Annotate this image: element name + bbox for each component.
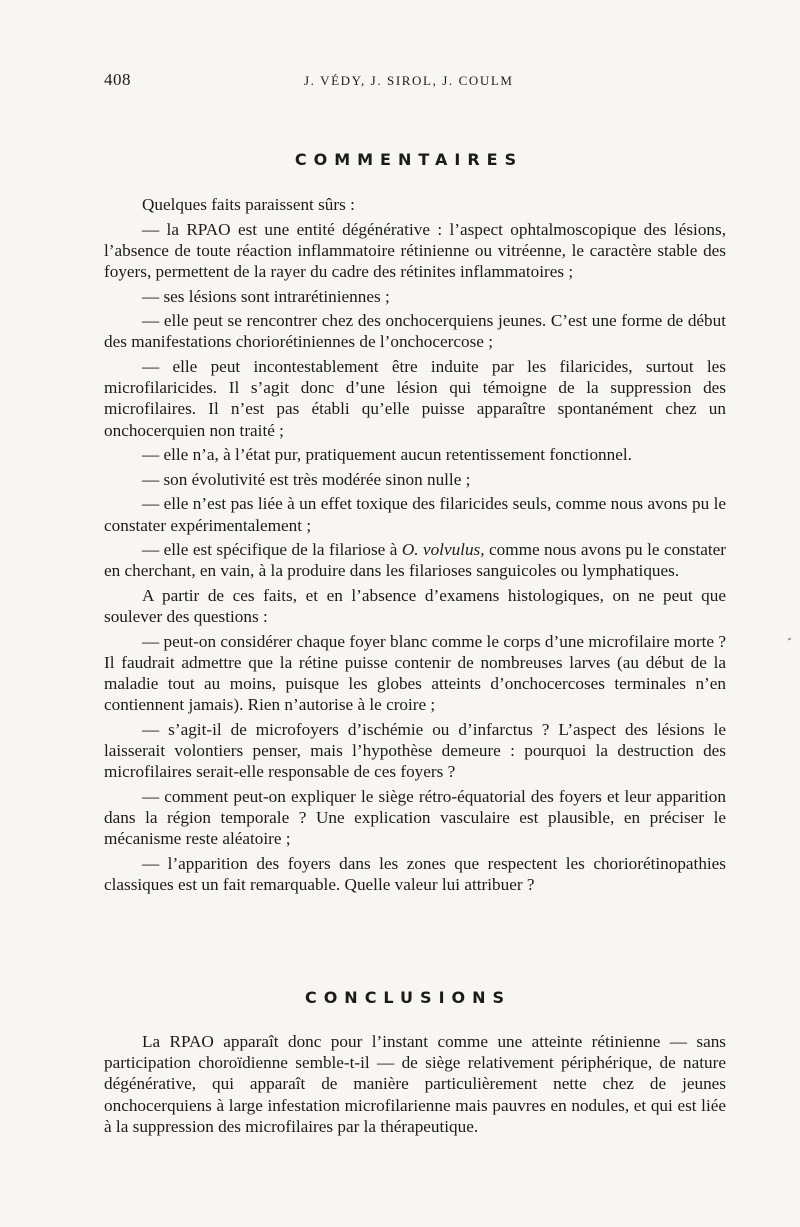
body-paragraph: — elle n’a, à l’état pur, pratiquement aucun retentissement fonctionnel. <box>142 445 632 465</box>
specificity-text-before: — elle est spécifique de la filariose à <box>142 540 402 560</box>
body-paragraph: — peut-on considérer chaque foyer blanc comme le corps d’une microfilaire morte ? Il faudrait admettre que la rétine puisse contenir de nombreuses larves (au début de la maladie tout au moins, puisque les globes atteints d’onchocercoses terminales n’en contiennent jamais). Rien n’autorise à le croire ; <box>104 631 726 715</box>
commentaires-body <box>104 194 726 899</box>
section-heading-commentaires: COMMENTAIRES <box>294 150 524 169</box>
body-paragraph: Quelques faits paraissent sûrs : <box>142 195 355 214</box>
body-paragraph: — elle n’est pas liée à un effet toxique des filaricides seuls, comme nous avons pu le constater expérimentalement ; <box>104 494 726 535</box>
page-number: 408 <box>104 70 131 89</box>
body-paragraph: La RPAO apparaît donc pour l’instant comme une atteinte rétinienne — sans participation choroïdienne semble-t-il — de siège relativement périphérique, de nature dégénérative, qui apparaît de manière particulièrement nette chez de jeunes onchocerquiens à large infestation microfilarienne mais pauvres en nodules, et qui est liée à la suppression des microfilaires par la thérapeutique. <box>104 1032 726 1136</box>
body-paragraph: — s’agit-il de microfoyers d’ischémie ou d’infarctus ? L’aspect des lésions le laisserait volontiers penser, mais l’hypothèse demeure : pourquoi la destruction des microfilaires serait-elle responsable de ces foyers ? <box>104 719 726 782</box>
running-head-authors: J. VÉDY, J. SIROL, J. COULM <box>304 73 514 88</box>
specificity-text-after: comme nous avons pu le constater en cherchant, en vain, à la produire dans les filarioses sanguicoles ou lymphatiques. <box>104 540 726 581</box>
body-paragraph: — elle peut incontestablement être induite par les filaricides, surtout les microfilaricides. Il s’agit donc d’une lésion qui témoigne de la suppression des microfilaires. Il n’est pas établi qu’elle puisse apparaître spontanément chez un onchocerquien non traité ; <box>104 356 726 440</box>
body-paragraph: — la RPAO est une entité dégénérative : l’aspect ophtalmoscopique des lésions, l’absence de toute réaction inflammatoire rétinienne ou vitréenne, le caractère stable des foyers, permettent de la rayer du cadre des rétinites inflammatoires ; <box>104 219 726 281</box>
conclusions-body <box>104 1031 726 1140</box>
section-heading-conclusions: CONCLUSIONS <box>304 988 512 1007</box>
body-paragraph: A partir de ces faits, et en l’absence d’examens histologiques, on ne peut que soulever des questions : <box>104 585 726 627</box>
body-paragraph-specificity <box>104 539 726 581</box>
body-paragraph: — ses lésions sont intrarétiniennes ; <box>142 286 390 306</box>
print-speck <box>788 637 792 640</box>
species-name: O. volvulus, <box>401 540 485 560</box>
running-head <box>104 70 726 94</box>
body-paragraph: — comment peut-on expliquer le siège rétro-équatorial des foyers et leur apparition dans la région temporale ? Une explication vasculaire est plausible, en préciser le mécanisme reste aléatoire ; <box>104 786 726 849</box>
body-paragraph: — son évolutivité est très modérée sinon nulle ; <box>142 469 471 489</box>
body-paragraph: — elle peut se rencontrer chez des onchocerquiens jeunes. C’est une forme de début des manifestations choriorétiniennes de l’onchocercose ; <box>104 311 726 352</box>
body-paragraph: — l’apparition des foyers dans les zones que respectent les choriorétinopathies classiques est un fait remarquable. Quelle valeur lui attribuer ? <box>104 853 726 895</box>
